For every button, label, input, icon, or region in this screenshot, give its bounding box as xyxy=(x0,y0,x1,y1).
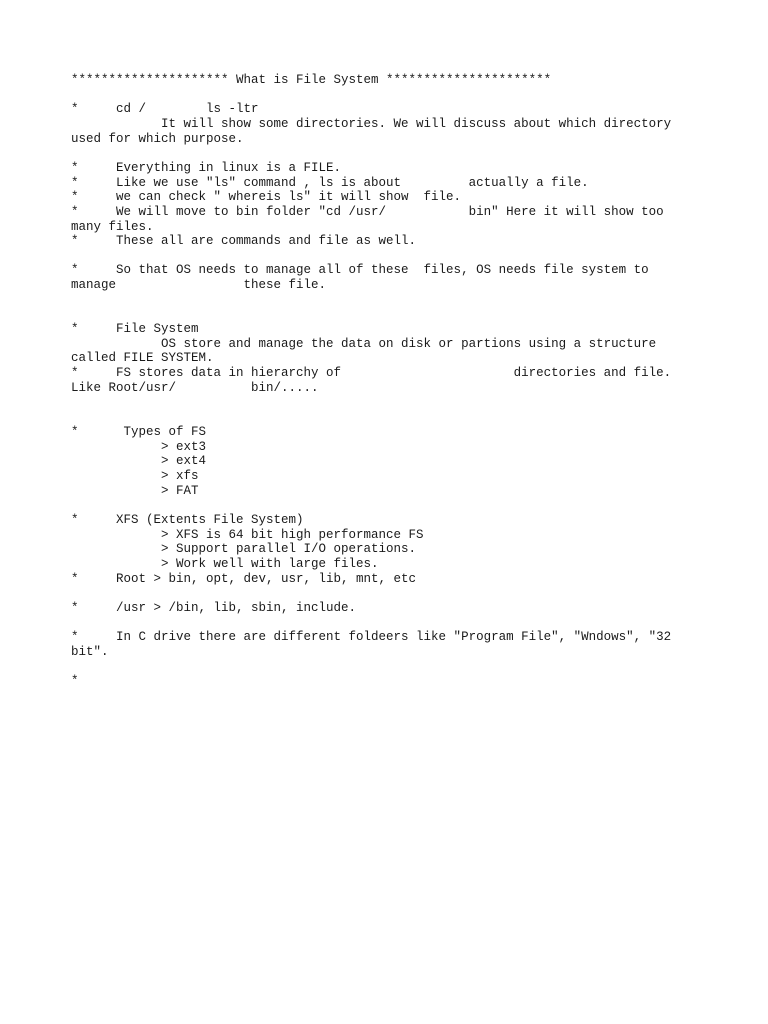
text-line: bit". xyxy=(71,645,109,659)
text-line: * In C drive there are different foldeers like "Program File", "Wndows", "32 xyxy=(71,630,672,644)
text-line: * So that OS needs to manage all of these files, OS needs file system to xyxy=(71,263,649,277)
text-line: * Types of FS xyxy=(71,425,207,439)
document-title: ********************* What is File System ********************** xyxy=(71,73,552,87)
text-line: * FS stores data in hierarchy of directories and file. xyxy=(71,366,672,380)
text-line: manage these file. xyxy=(71,278,327,292)
text-line: Like Root/usr/ bin/..... xyxy=(71,381,319,395)
text-line: * Root > bin, opt, dev, usr, lib, mnt, etc xyxy=(71,572,417,586)
text-line: * /usr > /bin, lib, sbin, include. xyxy=(71,601,357,615)
text-line: * cd / ls -ltr xyxy=(71,102,259,116)
text-line: > XFS is 64 bit high performance FS xyxy=(71,528,424,542)
text-line: called FILE SYSTEM. xyxy=(71,351,214,365)
text-line: many files. xyxy=(71,220,154,234)
text-line: * File System xyxy=(71,322,199,336)
text-line: > FAT xyxy=(71,484,199,498)
text-line: It will show some directories. We will discuss about which directory xyxy=(71,117,672,131)
text-line: * Everything in linux is a FILE. xyxy=(71,161,342,175)
text-line: > Work well with large files. xyxy=(71,557,379,571)
text-line: * We will move to bin folder "cd /usr/ bin" Here it will show too xyxy=(71,205,664,219)
text-line: used for which purpose. xyxy=(71,132,244,146)
text-line: * xyxy=(71,674,79,688)
text-line: * These all are commands and file as well. xyxy=(71,234,417,248)
text-line: > xfs xyxy=(71,469,199,483)
text-line: > ext4 xyxy=(71,454,207,468)
text-line: OS store and manage the data on disk or partions using a structure xyxy=(71,337,657,351)
text-line: * XFS (Extents File System) xyxy=(71,513,304,527)
text-line: > Support parallel I/O operations. xyxy=(71,542,417,556)
text-line: * we can check " whereis ls" it will show file. xyxy=(71,190,462,204)
text-line: * Like we use "ls" command , ls is about actually a file. xyxy=(71,176,589,190)
text-line: > ext3 xyxy=(71,440,207,454)
